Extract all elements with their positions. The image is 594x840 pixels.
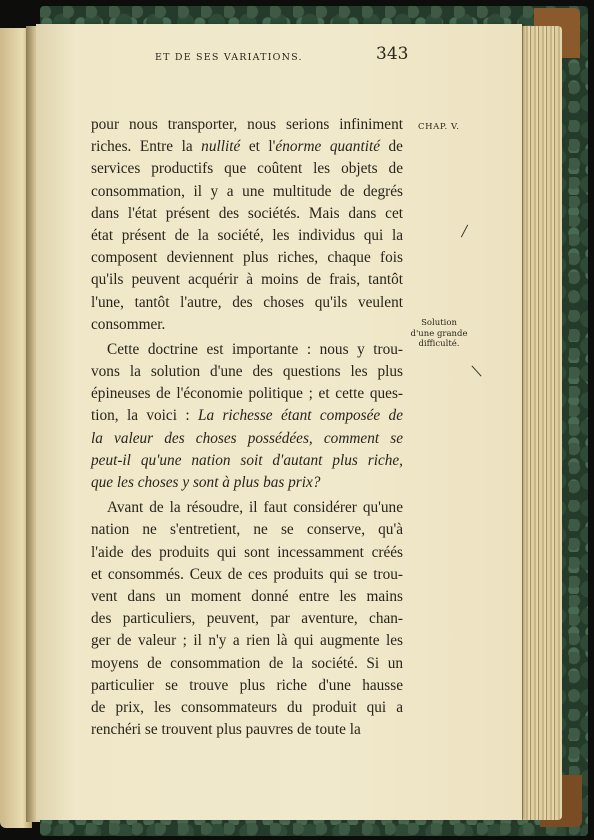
text-line (91, 472, 403, 494)
text-run: de (379, 138, 403, 156)
text-line (91, 697, 403, 719)
text-line (91, 405, 403, 427)
text-run: Avant de la résoudre, il faut considérer qu'une (107, 499, 403, 517)
text-run: consommation, il y a une multitude de degrés (91, 182, 403, 200)
pencil-mark (461, 225, 468, 238)
text-run: de prix, les consommateurs du produit qui a (91, 698, 403, 716)
paragraph (91, 497, 403, 741)
text-line (91, 361, 403, 383)
running-title: ET DE SES VARIATIONS. (155, 52, 303, 63)
text-line (91, 225, 403, 247)
paragraph (91, 339, 403, 494)
text-run: nation ne s'entretient, ne se conserve, qu'à (91, 521, 403, 539)
text-line (91, 136, 403, 158)
text-run: moyens de consommation de la société. Si un (91, 654, 403, 672)
page-number: 343 (376, 44, 409, 64)
book-page (36, 24, 522, 820)
text-run: des particuliers, peuvent, par aventure, chan- (91, 610, 403, 628)
text-run: ger de valeur ; il n'y a rien là qui augmente les (91, 632, 403, 650)
text-line (91, 608, 403, 630)
text-line (91, 203, 403, 225)
text-run: l'aide des produits qui sont incessamment créés (91, 543, 403, 561)
text-run: et l' (240, 138, 276, 156)
text-line (91, 675, 403, 697)
text-line (91, 269, 403, 291)
paragraph (91, 114, 403, 336)
text-run: services productifs que coûtent les objets de (91, 160, 403, 178)
margin-note (408, 318, 470, 350)
body-text (91, 114, 403, 741)
text-line (91, 181, 403, 203)
text-run: riches. Entre la (91, 138, 202, 156)
text-run: tion, la voici : (91, 407, 198, 425)
text-line (91, 564, 403, 586)
pencil-mark (471, 365, 481, 376)
text-run: qu'ils peuvent acquérir à moins de frais, tantôt (91, 271, 403, 289)
text-run: particulier se trouve plus riche d'une hausse (91, 676, 403, 694)
text-line (91, 630, 403, 652)
italic-text: que les choses y sont à plus bas prix? (91, 474, 321, 491)
text-line (91, 158, 403, 180)
text-line (91, 542, 403, 564)
text-run: consommer. (91, 315, 166, 333)
text-line (91, 450, 403, 472)
text-run: pour nous transporter, nous serions infiniment (91, 116, 403, 133)
text-line (91, 497, 403, 519)
text-line (91, 314, 403, 336)
text-run: état présent de la société, les individus qui la (91, 226, 403, 244)
margin-note-line: Solution (421, 318, 457, 328)
margin-note-line: d'une grande (410, 328, 468, 339)
italic-text: peut-il qu'une nation soit d'autant plus riche, (91, 451, 403, 469)
text-line (91, 383, 403, 405)
text-line (91, 428, 403, 450)
text-run: renchéri se trouvent plus pauvres de toute la (91, 721, 361, 739)
text-line (91, 586, 403, 608)
margin-note-line: difficulté. (418, 339, 460, 349)
text-run: composent deviennent plus riches, chaque fois (91, 249, 403, 267)
text-run: vent dans un moment donné entre les mains (91, 587, 403, 605)
text-run: et consommés. Ceux de ces produits qui se trou- (91, 565, 403, 583)
italic-text: nullité (201, 138, 241, 156)
italic-text: la valeur des choses possédées, comment se (91, 429, 403, 447)
text-line (91, 247, 403, 269)
text-run: dans l'état présent des sociétés. Mais dans cet (91, 204, 403, 222)
text-line (91, 519, 403, 541)
text-run: l'une, tantôt l'autre, des choses qu'ils veulent (91, 293, 403, 311)
text-line (91, 292, 403, 314)
text-line (91, 719, 403, 741)
italic-text: La richesse étant composée de (197, 407, 403, 425)
text-line (91, 339, 403, 361)
page-edges (518, 26, 562, 820)
text-run: épineuses de l'économie politique ; et cette ques- (91, 385, 403, 403)
text-run: vons la solution d'une des questions les plus (91, 363, 403, 381)
italic-text: énorme quantité (275, 138, 380, 156)
text-run: Cette doctrine est importante : nous y trou- (107, 340, 403, 358)
chapter-marker: CHAP. V. (418, 122, 460, 132)
text-line (91, 653, 403, 675)
text-line (91, 114, 403, 136)
